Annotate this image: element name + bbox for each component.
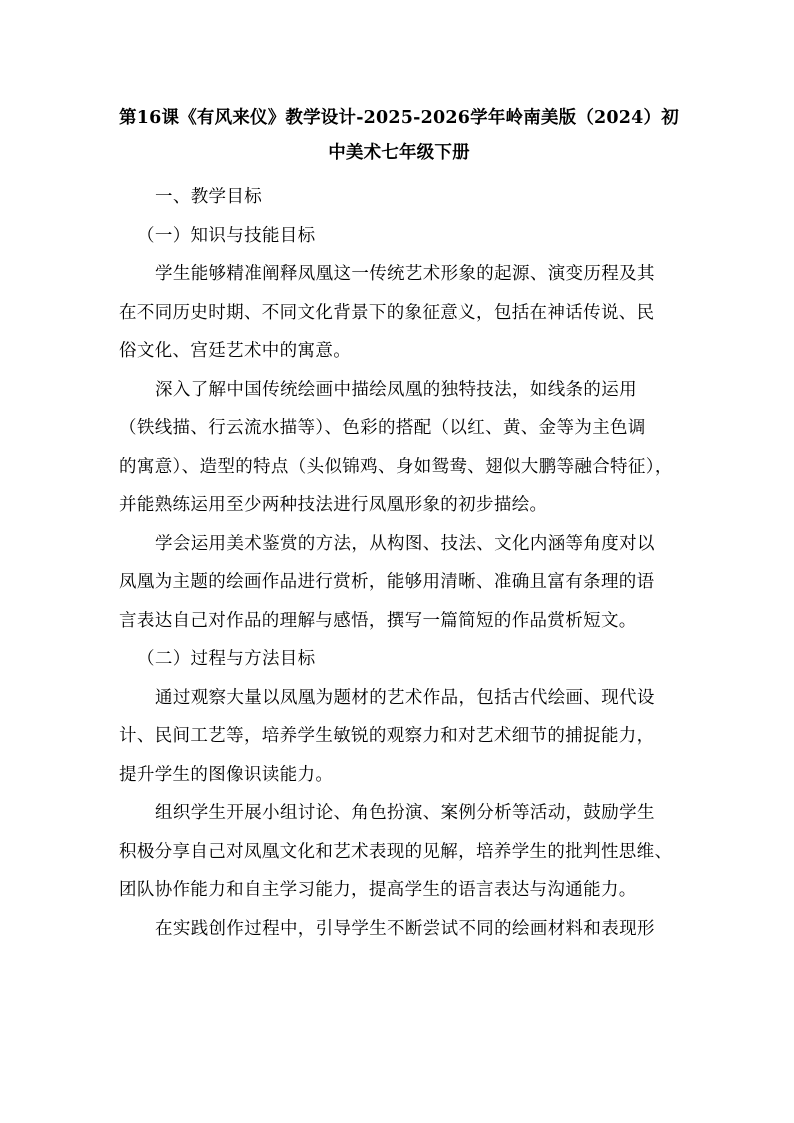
- subsection-heading-knowledge-skills: （一）知识与技能目标: [137, 225, 316, 246]
- document-body: [119, 101, 679, 948]
- paragraph-group-activities: [119, 794, 679, 910]
- paragraph-line: 俗文化、宫廷艺术中的寓意。: [119, 341, 352, 361]
- paragraph-painting-techniques: [119, 371, 679, 525]
- paragraph-line: 凤凰为主题的绘画作品进行赏析，能够用清晰、准确且富有条理的语: [119, 572, 655, 592]
- paragraph-line: 团队协作能力和自主学习能力，提高学生的语言表达与沟通能力。: [119, 880, 637, 900]
- paragraph-line: （铁线描、行云流水描等）、色彩的搭配（以红、黄、金等为主色调: [119, 418, 646, 438]
- paragraph-observation: [119, 679, 679, 795]
- paragraph-practice-creation: [119, 910, 679, 949]
- paragraph-art-appreciation: [119, 525, 679, 641]
- paragraph-line: 深入了解中国传统绘画中描绘凤凰的独特技法，如线条的运用: [155, 379, 637, 400]
- paragraph-line: 提升学生的图像识读能力。: [119, 764, 334, 785]
- paragraph-line: 计、民间工艺等，培养学生敏锐的观察力和对艺术细节的捕捉能力，: [119, 726, 655, 746]
- paragraph-line: 并能熟练运用至少两种技法进行凤凰形象的初步描绘。: [119, 495, 548, 515]
- subsection-heading-process-methods: （二）过程与方法目标: [137, 649, 316, 669]
- paragraph-line: 言表达自己对作品的理解与感悟，撰写一篇简短的作品赏析短文。: [119, 610, 637, 631]
- document-title: [119, 101, 679, 171]
- paragraph-line: 在实践创作过程中，引导学生不断尝试不同的绘画材料和表现形: [155, 918, 655, 939]
- paragraph-line: 学会运用美术鉴赏的方法，从构图、技法、文化内涵等角度对以: [155, 533, 655, 554]
- paragraph-line: 积极分享自己对凤凰文化和艺术表现的见解，培养学生的批判性思维、: [119, 841, 673, 862]
- section-heading-teaching-objectives: 一、教学目标: [155, 187, 263, 207]
- title-line-1: 第16课《有风来仪》教学设计-2025-2026学年岭南美版（2024）初: [119, 108, 679, 128]
- paragraph-line: 学生能够精准阐释凤凰这一传统艺术形象的起源、演变历程及其: [155, 264, 655, 284]
- paragraph-line: 组织学生开展小组讨论、角色扮演、案例分析等活动，鼓励学生: [155, 803, 655, 823]
- paragraph-line: 在不同历史时期、不同文化背景下的象征意义，包括在神话传说、民: [119, 302, 655, 323]
- paragraph-phoenix-origin: [119, 255, 679, 371]
- paragraph-line: 通过观察大量以凤凰为题材的艺术作品，包括古代绘画、现代设: [155, 687, 655, 708]
- paragraph-line: 的寓意）、造型的特点（头似锦鸡、身如鸳鸯、翅似大鹏等融合特征），: [119, 456, 673, 477]
- title-line-2: 中美术七年级下册: [328, 143, 470, 163]
